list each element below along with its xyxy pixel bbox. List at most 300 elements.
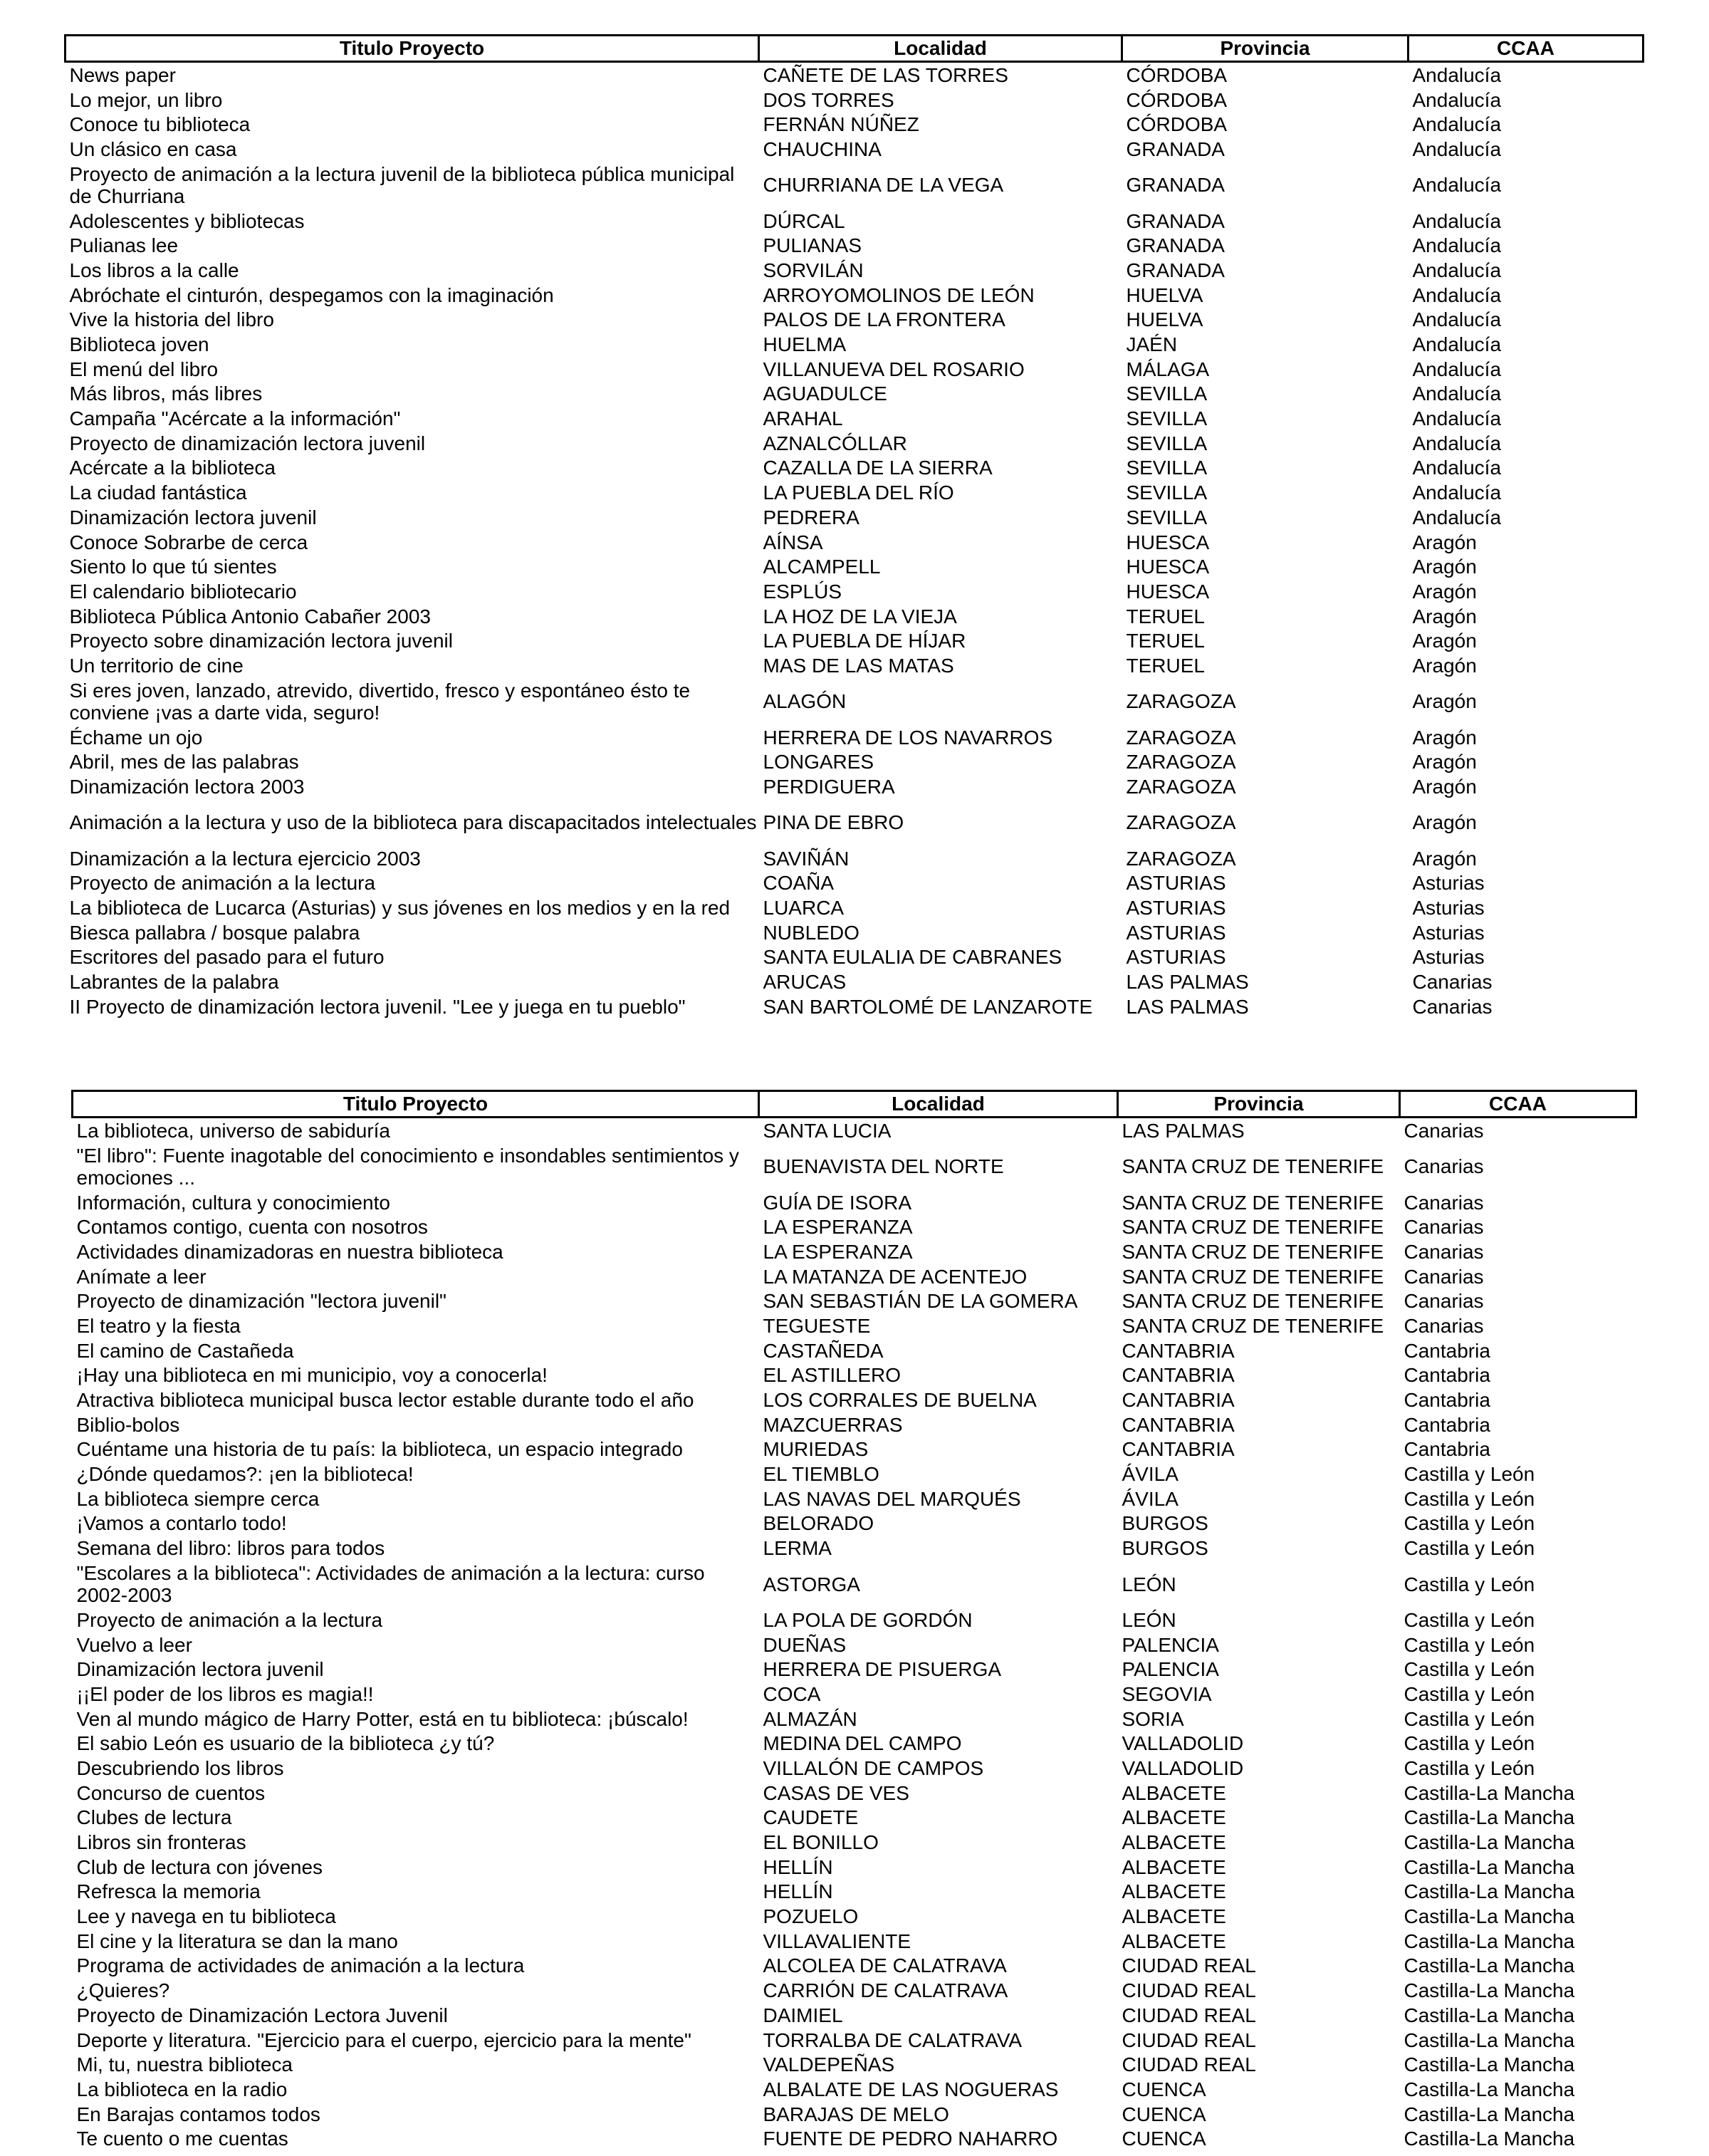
table-row [66, 579, 1643, 604]
locality-cell: LOS CORRALES DE BUELNA [763, 1389, 1037, 1412]
region-cell: Castilla-La Mancha [1404, 1781, 1575, 1804]
table-row [73, 1954, 1636, 1979]
table-row [73, 1338, 1636, 1363]
locality-cell: ARUCAS [763, 971, 847, 994]
region-cell: Castilla-La Mancha [1404, 2078, 1575, 2100]
region-cell: Castilla-La Mancha [1404, 1880, 1575, 1903]
locality-cell: PERDIGUERA [763, 776, 895, 798]
project-title-cell: "El libro": Fuente inagotable del conocimiento e insondables sentimientos y emociones ... [76, 1144, 739, 1189]
locality-cell: MAZCUERRAS [763, 1413, 903, 1436]
province-cell: HUESCA [1126, 580, 1210, 603]
header-locality: Localidad [759, 36, 1122, 62]
locality-cell: EL BONILLO [763, 1831, 879, 1854]
project-title-cell: La biblioteca en la radio [76, 2078, 288, 2100]
region-cell: Castilla y León [1404, 1463, 1535, 1486]
province-cell: LEÓN [1122, 1573, 1176, 1595]
table-row [66, 895, 1643, 920]
region-cell: Castilla y León [1404, 1732, 1535, 1755]
header-locality: Localidad [759, 1091, 1118, 1118]
province-cell: SEVILLA [1126, 407, 1208, 430]
province-cell: ALBACETE [1122, 1806, 1226, 1829]
province-cell: ZARAGOZA [1126, 847, 1236, 870]
table-row [73, 1978, 1636, 2003]
project-title-cell: Deporte y literatura. "Ejercicio para el cuerpo, ejercicio para la mente" [76, 2029, 691, 2051]
province-cell: CIUDAD REAL [1122, 2029, 1256, 2051]
locality-cell: LA ESPERANZA [763, 1216, 913, 1239]
table-row [66, 969, 1643, 994]
locality-cell: DAIMIEL [763, 2004, 843, 2026]
region-cell: Aragón [1412, 556, 1477, 578]
project-title-cell: II Proyecto de dinamización lectora juvenil. "Lee y juega en tu pueblo" [69, 995, 686, 1018]
province-cell: HUESCA [1126, 556, 1210, 578]
province-cell: SEVILLA [1126, 382, 1208, 405]
locality-cell: SAN SEBASTIÁN DE LA GOMERA [763, 1290, 1078, 1313]
province-cell: CIUDAD REAL [1122, 2004, 1256, 2026]
project-title-cell: Conoce Sobrarbe de cerca [69, 531, 308, 553]
table-row [73, 1313, 1636, 1338]
table-row [73, 2003, 1636, 2028]
region-cell: Asturias [1412, 921, 1485, 944]
table-header-row [73, 1091, 1636, 1118]
locality-cell: SAN BARTOLOMÉ DE LANZAROTE [763, 995, 1093, 1018]
region-cell: Andalucía [1412, 209, 1502, 232]
locality-cell: HUELMA [763, 333, 847, 356]
province-cell: CANTABRIA [1122, 1389, 1235, 1412]
project-title-cell: Más libros, más libres [69, 382, 263, 405]
project-title-cell: Mi, tu, nuestra biblioteca [76, 2053, 293, 2076]
province-cell: PALENCIA [1122, 1658, 1219, 1681]
locality-cell: VILLANUEVA DEL ROSARIO [763, 358, 1025, 380]
province-cell: BURGOS [1122, 1512, 1208, 1535]
project-title-cell: Semana del libro: libros para todos [76, 1537, 385, 1560]
region-cell: Castilla y León [1404, 1682, 1535, 1705]
province-cell: GRANADA [1126, 174, 1225, 197]
locality-cell: ALCOLEA DE CALATRAVA [763, 1954, 1007, 1977]
region-cell: Castilla y León [1404, 1658, 1535, 1681]
project-title-cell: Concurso de cuentos [76, 1781, 266, 1804]
project-title-cell: Anímate a leer [76, 1265, 207, 1288]
locality-cell: VILLALÓN DE CAMPOS [763, 1756, 984, 1779]
region-cell: Cantabria [1404, 1438, 1490, 1461]
province-cell: ASTURIAS [1126, 921, 1226, 944]
province-cell: ZARAGOZA [1126, 751, 1236, 774]
province-cell: GRANADA [1126, 234, 1225, 257]
province-cell: SANTA CRUZ DE TENERIFE [1122, 1265, 1384, 1288]
region-cell: Castilla-La Mancha [1404, 2053, 1575, 2076]
project-title-cell: Ven al mundo mágico de Harry Potter, está en tu biblioteca: ¡búscalo! [76, 1707, 689, 1730]
locality-cell: PULIANAS [763, 234, 862, 257]
province-cell: CÓRDOBA [1126, 63, 1228, 86]
region-cell: Andalucía [1412, 259, 1502, 281]
table-row [66, 945, 1643, 970]
province-cell: GRANADA [1126, 137, 1225, 160]
region-cell: Cantabria [1404, 1364, 1490, 1387]
table-row [66, 799, 1643, 846]
region-cell: Andalucía [1412, 283, 1502, 306]
table-row [66, 628, 1643, 653]
project-title-cell: ¡Vamos a contarlo todo! [76, 1512, 287, 1535]
project-title-cell: Pulianas lee [69, 234, 179, 257]
table-row [66, 62, 1643, 88]
locality-cell: ARAHAL [763, 407, 843, 430]
table-row [73, 1880, 1636, 1905]
table-row [73, 1288, 1636, 1313]
locality-cell: BARAJAS DE MELO [763, 2103, 949, 2125]
project-title-cell: Biesca pallabra / bosque palabra [69, 921, 360, 944]
region-cell: Castilla-La Mancha [1404, 1831, 1575, 1854]
locality-cell: CAUDETE [763, 1806, 859, 1829]
project-title-cell: Si eres joven, lanzado, atrevido, divertido, fresco y espontáneo ésto te conviene ¡vas a darte vida, seguro! [69, 679, 691, 724]
project-title-cell: Proyecto de animación a la lectura juvenil de la biblioteca pública municipal de Churriana [69, 162, 735, 207]
province-cell: LAS PALMAS [1126, 995, 1249, 1018]
project-title-cell: Biblio-bolos [76, 1413, 180, 1436]
table-row [73, 1214, 1636, 1239]
project-title-cell: News paper [69, 63, 176, 86]
table-row [73, 1118, 1636, 1143]
region-cell: Castilla-La Mancha [1404, 2128, 1575, 2150]
province-cell: SEVILLA [1126, 506, 1208, 528]
province-cell: ALBACETE [1122, 1930, 1226, 1952]
region-cell: Castilla y León [1404, 1633, 1535, 1656]
locality-cell: TEGUESTE [763, 1314, 871, 1337]
project-title-cell: Animación a la lectura y uso de la biblioteca para discapacitados intelectuales [69, 811, 757, 834]
region-cell: Asturias [1412, 872, 1485, 895]
locality-cell: HELLÍN [763, 1880, 833, 1903]
project-title-cell: Siento lo que tú sientes [69, 556, 277, 578]
province-cell: GRANADA [1126, 259, 1225, 281]
table-row [66, 530, 1643, 555]
table-row [66, 505, 1643, 530]
table-row [66, 308, 1643, 333]
locality-cell: LONGARES [763, 751, 874, 774]
province-cell: ALBACETE [1122, 1880, 1226, 1903]
projects-table-2 [71, 1090, 1637, 2151]
project-title-cell: Biblioteca joven [69, 333, 209, 356]
project-title-cell: Actividades dinamizadoras en nuestra biblioteca [76, 1240, 503, 1263]
project-title-cell: Proyecto de Dinamización Lectora Juvenil [76, 2004, 448, 2026]
locality-cell: SORVILÁN [763, 259, 864, 281]
locality-cell: DÚRCAL [763, 209, 845, 232]
province-cell: HUESCA [1126, 531, 1210, 553]
province-cell: SEGOVIA [1122, 1682, 1212, 1705]
table-row [73, 2028, 1636, 2053]
locality-cell: AGUADULCE [763, 382, 887, 405]
province-cell: CANTABRIA [1122, 1364, 1235, 1387]
locality-cell: LA PUEBLA DE HÍJAR [763, 630, 966, 652]
province-cell: VALLADOLID [1122, 1732, 1244, 1755]
region-cell: Castilla y León [1404, 1487, 1535, 1510]
table-row [66, 994, 1643, 1019]
project-title-cell: La biblioteca, universo de sabiduría [76, 1119, 391, 1142]
table-row [66, 332, 1643, 357]
province-cell: CANTABRIA [1122, 1413, 1235, 1436]
project-title-cell: Adolescentes y bibliotecas [69, 209, 305, 232]
table-row [73, 2077, 1636, 2102]
locality-cell: MAS DE LAS MATAS [763, 654, 954, 677]
table-body-2 [73, 1118, 1636, 2152]
region-cell: Andalucía [1412, 174, 1502, 197]
table-row [73, 1806, 1636, 1830]
project-title-cell: Dinamización lectora juvenil [76, 1658, 324, 1681]
locality-cell: TORRALBA DE CALATRAVA [763, 2029, 1023, 2051]
region-cell: Andalucía [1412, 234, 1502, 257]
province-cell: SORIA [1122, 1707, 1184, 1730]
province-cell: SANTA CRUZ DE TENERIFE [1122, 1314, 1384, 1337]
region-cell: Canarias [1412, 971, 1493, 994]
locality-cell: HERRERA DE PISUERGA [763, 1658, 1002, 1681]
province-cell: CIUDAD REAL [1122, 1954, 1256, 1977]
project-title-cell: En Barajas contamos todos [76, 2103, 320, 2125]
province-cell: CANTABRIA [1122, 1339, 1235, 1362]
project-title-cell: Información, cultura y conocimiento [76, 1191, 390, 1214]
table-row [66, 382, 1643, 407]
province-cell: ALBACETE [1122, 1855, 1226, 1878]
region-cell: Castilla y León [1404, 1537, 1535, 1560]
locality-cell: MURIEDAS [763, 1438, 869, 1461]
region-cell: Castilla y León [1404, 1573, 1535, 1595]
table-row [66, 871, 1643, 896]
table-row [66, 406, 1643, 431]
region-cell: Andalucía [1412, 137, 1502, 160]
table-row [66, 653, 1643, 678]
province-cell: HUELVA [1126, 283, 1203, 306]
region-cell: Asturias [1412, 897, 1485, 920]
table-row [73, 1363, 1636, 1388]
project-title-cell: Descubriendo los libros [76, 1756, 284, 1779]
province-cell: ZARAGOZA [1126, 811, 1236, 834]
table-row [66, 88, 1643, 113]
project-title-cell: Échame un ojo [69, 726, 203, 749]
region-cell: Andalucía [1412, 88, 1502, 111]
province-cell: ZARAGOZA [1126, 690, 1236, 713]
locality-cell: EL TIEMBLO [763, 1463, 879, 1486]
table-row [73, 1855, 1636, 1880]
locality-cell: NUBLEDO [763, 921, 859, 944]
region-cell: Castilla y León [1404, 1608, 1535, 1631]
province-cell: ASTURIAS [1126, 897, 1226, 920]
locality-cell: ALBALATE DE LAS NOGUERAS [763, 2078, 1059, 2100]
region-cell: Canarias [1412, 995, 1493, 1018]
province-cell: CIUDAD REAL [1122, 1979, 1256, 2002]
project-title-cell: ¿Quieres? [76, 1979, 170, 2002]
table-row [73, 1731, 1636, 1756]
region-cell: Andalucía [1412, 457, 1502, 479]
locality-cell: DUEÑAS [763, 1633, 847, 1656]
project-title-cell: Acércate a la biblioteca [69, 457, 276, 479]
region-cell: Castilla-La Mancha [1404, 2029, 1575, 2051]
province-cell: SANTA CRUZ DE TENERIFE [1122, 1155, 1384, 1178]
locality-cell: FUENTE DE PEDRO NAHARRO [763, 2128, 1058, 2150]
project-title-cell: Proyecto de animación a la lectura [76, 1608, 383, 1631]
province-cell: ZARAGOZA [1126, 776, 1236, 798]
region-cell: Castilla-La Mancha [1404, 1930, 1575, 1952]
table-row [73, 2052, 1636, 2077]
project-title-cell: Libros sin fronteras [76, 1831, 246, 1854]
locality-cell: ESPLÚS [763, 580, 842, 603]
locality-cell: LA HOZ DE LA VIEJA [763, 605, 957, 627]
project-title-cell: Refresca la memoria [76, 1880, 261, 1903]
locality-cell: ASTORGA [763, 1573, 860, 1595]
region-cell: Canarias [1404, 1314, 1484, 1337]
province-cell: LAS PALMAS [1126, 971, 1249, 994]
project-title-cell: El sabio León es usuario de la biblioteca ¿y tú? [76, 1732, 495, 1755]
region-cell: Canarias [1404, 1240, 1484, 1263]
table-header-row [66, 36, 1643, 62]
province-cell: PALENCIA [1122, 1633, 1219, 1656]
locality-cell: CASTAÑEDA [763, 1339, 884, 1362]
region-cell: Aragón [1412, 811, 1477, 834]
header-title: Titulo Proyecto [73, 1091, 759, 1118]
project-title-cell: Abróchate el cinturón, despegamos con la imaginación [69, 283, 554, 306]
region-cell: Canarias [1404, 1119, 1484, 1142]
locality-cell: CHURRIANA DE LA VEGA [763, 174, 1004, 197]
table-row [66, 480, 1643, 505]
province-cell: ÁVILA [1122, 1487, 1178, 1510]
locality-cell: AÍNSA [763, 531, 823, 553]
province-cell: MÁLAGA [1126, 358, 1210, 380]
region-cell: Castilla-La Mancha [1404, 2103, 1575, 2125]
locality-cell: HELLÍN [763, 1855, 833, 1878]
province-cell: CUENCA [1122, 2128, 1206, 2150]
header-province: Provincia [1118, 1091, 1400, 1118]
project-title-cell: Club de lectura con jóvenes [76, 1855, 323, 1878]
region-cell: Castilla-La Mancha [1404, 1954, 1575, 1977]
region-cell: Andalucía [1412, 506, 1502, 528]
province-cell: GRANADA [1126, 209, 1225, 232]
region-cell: Canarias [1404, 1290, 1484, 1313]
table-row [73, 1904, 1636, 1929]
province-cell: VALLADOLID [1122, 1756, 1244, 1779]
region-cell: Castilla-La Mancha [1404, 2004, 1575, 2026]
locality-cell: CASAS DE VES [763, 1781, 909, 1804]
province-cell: CANTABRIA [1122, 1438, 1235, 1461]
table-row [73, 1387, 1636, 1412]
table-row [66, 283, 1643, 308]
project-title-cell: Dinamización lectora juvenil [69, 506, 317, 528]
region-cell: Andalucía [1412, 382, 1502, 405]
project-title-cell: Proyecto de dinamización lectora juvenil [69, 432, 426, 454]
locality-cell: COAÑA [763, 872, 835, 895]
province-cell: CÓRDOBA [1126, 113, 1228, 136]
table-row [73, 1707, 1636, 1731]
region-cell: Canarias [1404, 1265, 1484, 1288]
project-title-cell: ¡¡El poder de los libros es magia!! [76, 1682, 374, 1705]
locality-cell: LA MATANZA DE ACENTEJO [763, 1265, 1028, 1288]
locality-cell: FERNÁN NÚÑEZ [763, 113, 919, 136]
table-row [73, 1657, 1636, 1682]
province-cell: LAS PALMAS [1122, 1119, 1245, 1142]
province-cell: JAÉN [1126, 333, 1178, 356]
region-cell: Cantabria [1404, 1389, 1490, 1412]
region-cell: Canarias [1404, 1216, 1484, 1239]
province-cell: HUELVA [1126, 308, 1203, 331]
region-cell: Aragón [1412, 847, 1477, 870]
project-title-cell: El menú del libro [69, 358, 219, 380]
province-cell: ÁVILA [1122, 1463, 1178, 1486]
region-cell: Andalucía [1412, 113, 1502, 136]
project-title-cell: Te cuento o me cuentas [76, 2128, 288, 2150]
locality-cell: SANTA LUCIA [763, 1119, 892, 1142]
table-row [73, 1190, 1636, 1215]
region-cell: Aragón [1412, 690, 1477, 713]
project-title-cell: La biblioteca de Lucarca (Asturias) y sus jóvenes en los medios y en la red [69, 897, 731, 920]
table-row [66, 162, 1643, 209]
province-cell: ALBACETE [1122, 1905, 1226, 1928]
province-cell: SANTA CRUZ DE TENERIFE [1122, 1240, 1384, 1263]
table-row [73, 1781, 1636, 1806]
project-title-cell: Vuelvo a leer [76, 1633, 192, 1656]
region-cell: Andalucía [1412, 432, 1502, 454]
table-row [73, 1830, 1636, 1855]
project-title-cell: La biblioteca siempre cerca [76, 1487, 320, 1510]
project-title-cell: Escritores del pasado para el futuro [69, 946, 385, 969]
locality-cell: ALMAZÁN [763, 1707, 857, 1730]
table-row [73, 1536, 1636, 1561]
project-title-cell: Campaña "Acércate a la información" [69, 407, 401, 430]
project-title-cell: Conoce tu biblioteca [69, 113, 251, 136]
region-cell: Castilla y León [1404, 1707, 1535, 1730]
region-cell: Andalucía [1412, 63, 1502, 86]
locality-cell: POZUELO [763, 1905, 859, 1928]
region-cell: Aragón [1412, 726, 1477, 749]
table-row [66, 258, 1643, 283]
locality-cell: DOS TORRES [763, 88, 894, 111]
province-cell: CÓRDOBA [1126, 88, 1228, 111]
table-row [66, 431, 1643, 456]
region-cell: Andalucía [1412, 358, 1502, 380]
table-row [73, 2126, 1636, 2151]
locality-cell: LA PUEBLA DEL RÍO [763, 481, 954, 504]
table-row [66, 233, 1643, 258]
region-cell: Aragón [1412, 630, 1477, 652]
locality-cell: CARRIÓN DE CALATRAVA [763, 1979, 1008, 2002]
table-row [66, 750, 1643, 775]
table-row [73, 1264, 1636, 1289]
project-title-cell: ¿Dónde quedamos?: ¡en la biblioteca! [76, 1463, 414, 1486]
province-cell: SEVILLA [1126, 457, 1208, 479]
locality-cell: BELORADO [763, 1512, 874, 1535]
province-cell: SANTA CRUZ DE TENERIFE [1122, 1216, 1384, 1239]
project-title-cell: Labrantes de la palabra [69, 971, 279, 994]
table-row [66, 554, 1643, 579]
region-cell: Castilla-La Mancha [1404, 1855, 1575, 1878]
table-row [66, 604, 1643, 629]
region-cell: Castilla-La Mancha [1404, 1806, 1575, 1829]
locality-cell: LERMA [763, 1537, 832, 1560]
locality-cell: CAZALLA DE LA SIERRA [763, 457, 993, 479]
region-cell: Castilla y León [1404, 1512, 1535, 1535]
table-row [73, 1462, 1636, 1486]
province-cell: ALBACETE [1122, 1781, 1226, 1804]
province-cell: SANTA CRUZ DE TENERIFE [1122, 1290, 1384, 1313]
region-cell: Andalucía [1412, 308, 1502, 331]
region-cell: Canarias [1404, 1155, 1484, 1178]
locality-cell: CHAUCHINA [763, 137, 882, 160]
table-row [73, 2102, 1636, 2127]
project-title-cell: Proyecto de dinamización "lectora juvenil" [76, 1290, 446, 1313]
region-cell: Aragón [1412, 751, 1477, 774]
table-row [73, 1929, 1636, 1954]
province-cell: SANTA CRUZ DE TENERIFE [1122, 1191, 1384, 1214]
locality-cell: PEDRERA [763, 506, 859, 528]
province-cell: CIUDAD REAL [1122, 2053, 1256, 2076]
table-row [73, 1682, 1636, 1707]
locality-cell: LAS NAVAS DEL MARQUÉS [763, 1487, 1021, 1510]
province-cell: ALBACETE [1122, 1831, 1226, 1854]
locality-cell: GUÍA DE ISORA [763, 1191, 911, 1214]
region-cell: Aragón [1412, 580, 1477, 603]
table-row [66, 920, 1643, 945]
